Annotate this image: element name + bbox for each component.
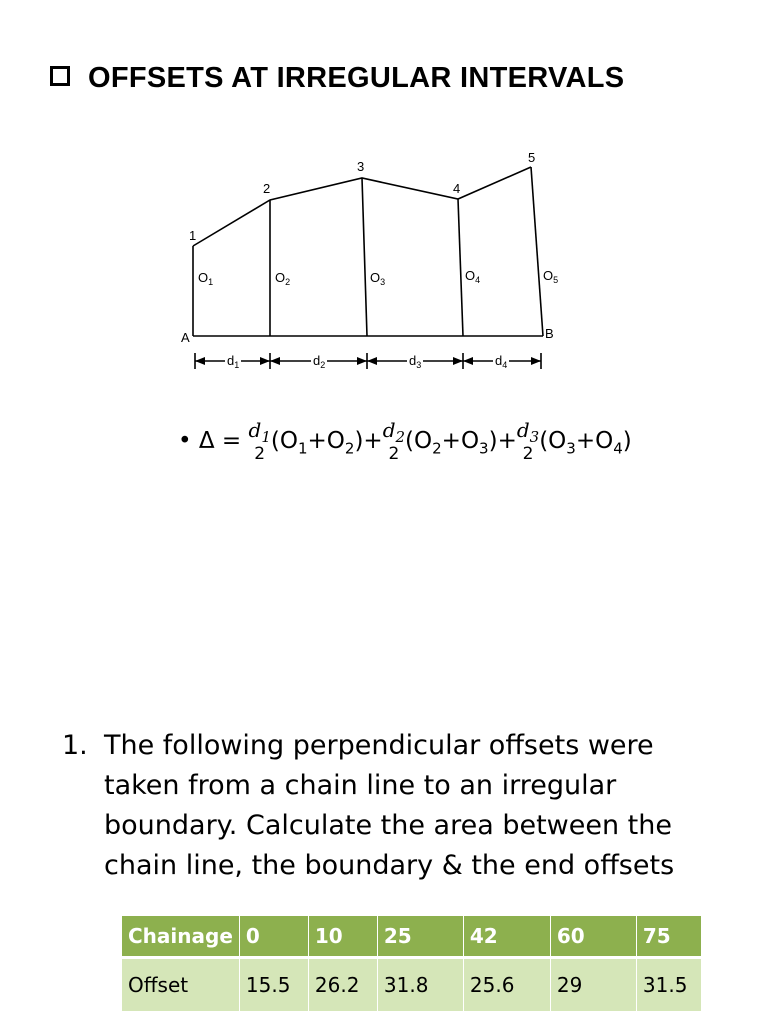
fraction-3 [517, 420, 539, 463]
row-cell: 26.2 [308, 958, 377, 1012]
row-cell: 31.8 [377, 958, 463, 1012]
point-label-4: 4 [453, 181, 461, 196]
fraction-1 [249, 420, 271, 463]
table-header-row [122, 916, 702, 958]
end-label-b: B [545, 326, 554, 341]
header-cell: Chainage [122, 916, 240, 958]
distance-label-3: $d_3$ [409, 353, 422, 370]
offset-line-5 [531, 167, 543, 336]
fraction-numerator-sub: 3 [529, 428, 540, 446]
header-cell: 25 [377, 916, 463, 958]
offsets-table [121, 915, 702, 1012]
distance-label-2: $d_2$ [313, 353, 326, 370]
fraction-numerator-sub: 1 [261, 428, 271, 446]
question-1 [62, 726, 712, 886]
header-cell: 10 [308, 916, 377, 958]
offset-label-2: $O_2$ [275, 270, 291, 287]
offset-line-4 [458, 199, 463, 336]
fraction-denominator: 2 [254, 444, 266, 464]
fraction-numerator: d [516, 418, 530, 442]
header-cell: 0 [239, 916, 308, 958]
distance-label-4: $d_4$ [495, 353, 508, 370]
row-cell: 25.6 [463, 958, 550, 1012]
fraction-denominator: 2 [388, 444, 400, 464]
table-row [122, 958, 702, 1012]
offset-label-4: $O_4$ [465, 268, 481, 285]
offset-label-5: $O_5$ [543, 268, 559, 285]
offset-label-1: $O_1$ [198, 270, 214, 287]
question-number: 1. [62, 730, 88, 761]
formula-bullet: • [178, 428, 192, 454]
row-cell: Offset [122, 958, 240, 1012]
title-text: OFFSETS AT IRREGULAR INTERVALS [88, 62, 625, 94]
header-cell: 60 [550, 916, 636, 958]
point-label-5: 5 [528, 150, 536, 165]
fraction-numerator: d [248, 418, 262, 442]
offsets-diagram [165, 120, 585, 380]
row-cell: 15.5 [239, 958, 308, 1012]
point-label-2: 2 [263, 181, 271, 196]
header-cell: 75 [636, 916, 701, 958]
offset-line-3 [362, 178, 367, 336]
offset-label-3: $O_3$ [370, 270, 386, 287]
fraction-2 [383, 420, 405, 463]
page-title [50, 62, 624, 95]
fraction-numerator-sub: 2 [395, 428, 406, 446]
distance-label-1: $d_1$ [227, 353, 240, 370]
fraction-denominator: 2 [522, 444, 534, 464]
point-label-3: 3 [357, 159, 365, 174]
question-text: The following perpendicular offsets were taken from a chain line to an irregular boundary. Calculate the area between the chain line, the boundary & the end offsets [104, 730, 675, 881]
formula-term-2: $(O_2+O_3)+$ [405, 428, 517, 458]
point-label-1: 1 [189, 228, 197, 243]
formula-term-1: $(O_1+O_2)+$ [270, 428, 383, 458]
area-formula [178, 420, 632, 463]
checkbox-bullet-icon [50, 66, 70, 86]
fraction-numerator: d [382, 418, 396, 442]
row-cell: 29 [550, 958, 636, 1012]
formula-lhs: Δ = [198, 428, 242, 454]
formula-term-3: $(O_3+O_4)$ [539, 428, 632, 458]
end-label-a: A [181, 330, 190, 345]
row-cell: 31.5 [636, 958, 701, 1012]
header-cell: 42 [463, 916, 550, 958]
